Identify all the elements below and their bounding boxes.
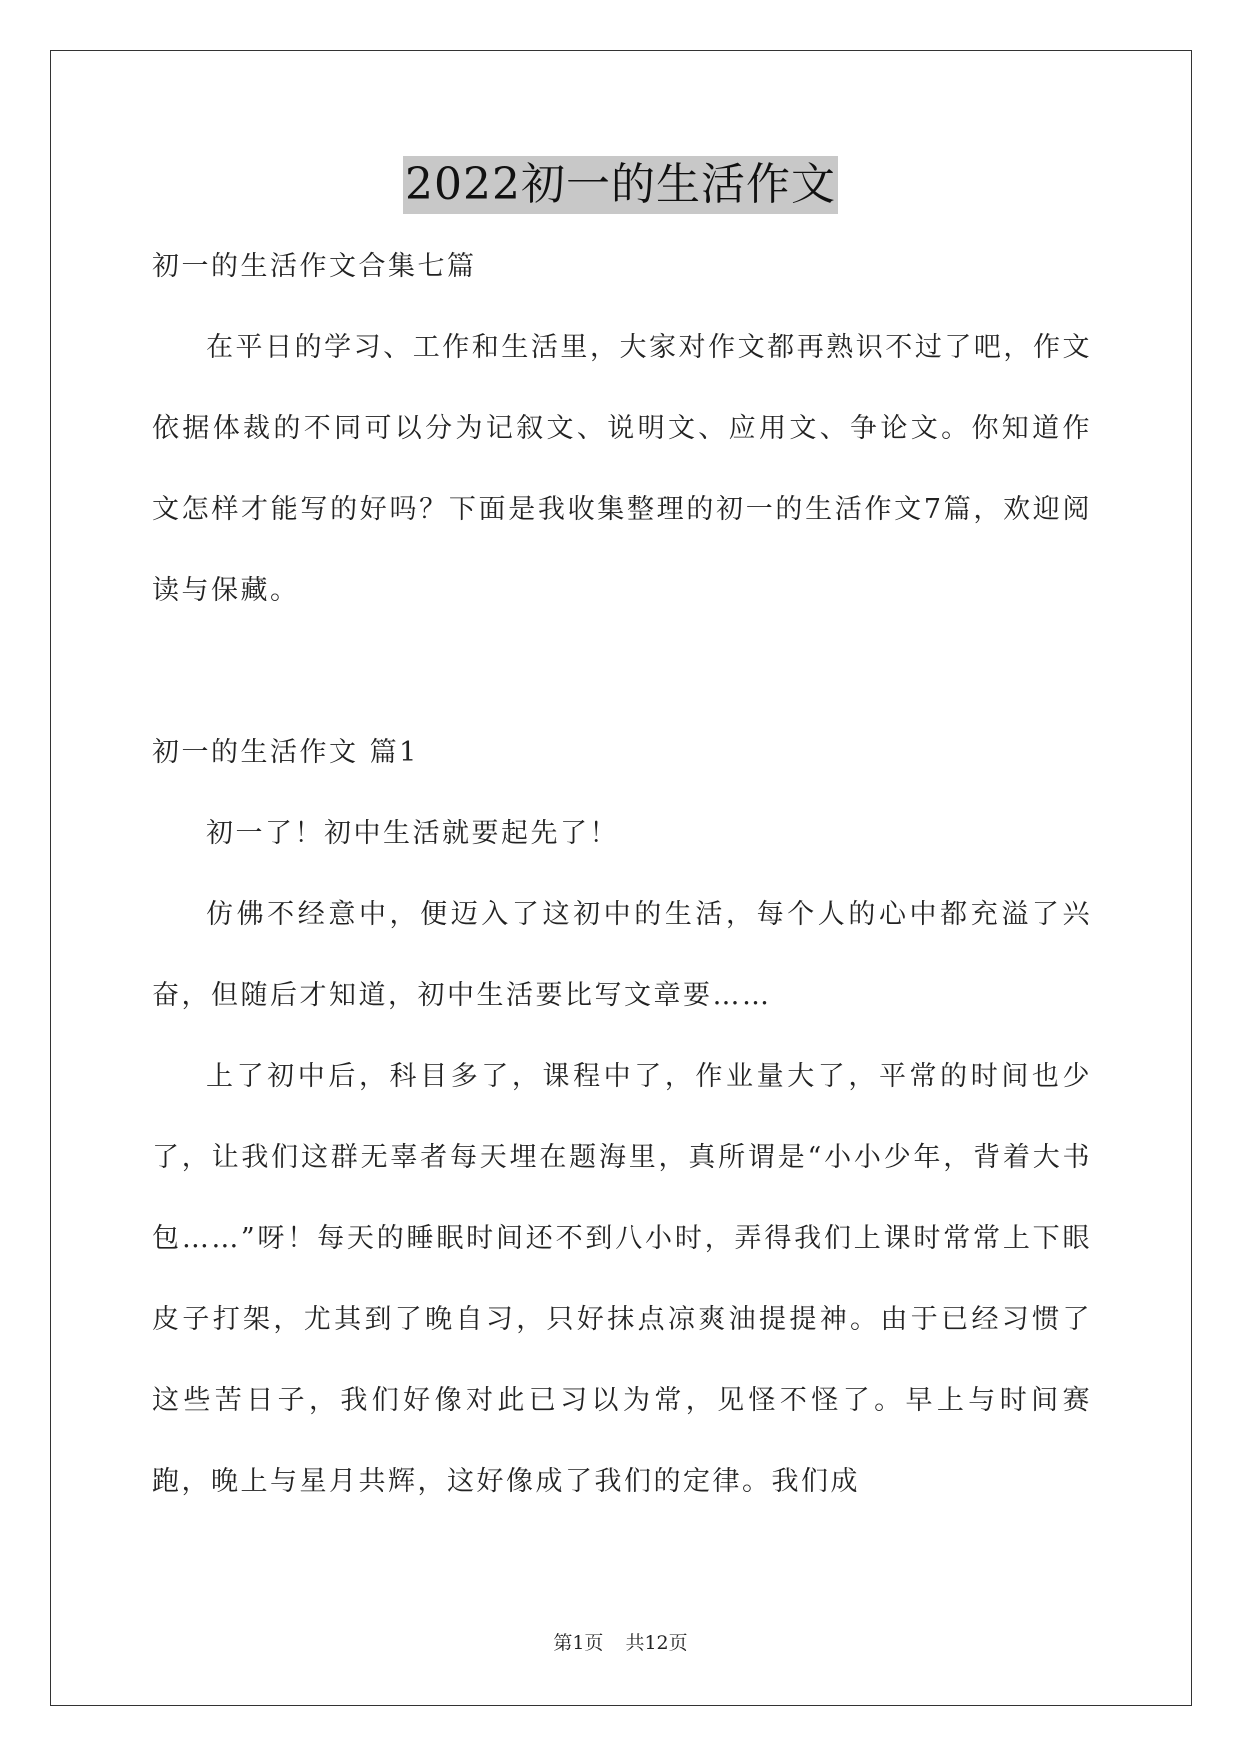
- page-total: 共12页: [625, 1632, 688, 1654]
- body-paragraph: 上了初中后，科目多了，课程中了，作业量大了，平常的时间也少了，让我们这群无辜者每天埋在题海里，真所谓是“小小少年，背着大书包……”呀！每天的睡眠时间还不到八小时，弄得我们上课时常常上下眼皮子打架，尤其到了晚自习，只好抹点凉爽油提提神。由于已经习惯了这些苦日子，我们好像对此已习以为常，见怪不怪了。早上与时间赛跑，晚上与星月共辉，这好像成了我们的定律。我们成: [152, 1061, 1092, 1497]
- body-paragraph: 仿佛不经意中，便迈入了这初中的生活，每个人的心中都充溢了兴奋，但随后才知道，初中生活要比写文章要……: [152, 899, 1092, 1011]
- section-heading: 初一的生活作文 篇1: [152, 737, 419, 768]
- page-number: 第1页: [553, 1632, 604, 1654]
- document-body: [152, 226, 1092, 1522]
- intro-paragraph: 在平日的学习、工作和生活里，大家对作文都再熟识不过了吧，作文依据体裁的不同可以分为记叙文、说明文、应用文、争论文。你知道作文怎样才能写的好吗？下面是我收集整理的初一的生活作文7篇，欢迎阅读与保藏。: [152, 332, 1092, 606]
- section-spacer: [152, 631, 1092, 712]
- document-title: 2022初一的生活作文: [403, 156, 838, 214]
- page-footer: [0, 1628, 1241, 1655]
- body-paragraph: 初一了！初中生活就要起先了！: [206, 818, 619, 849]
- title-container: [0, 156, 1241, 214]
- document-subtitle: 初一的生活作文合集七篇: [152, 251, 477, 282]
